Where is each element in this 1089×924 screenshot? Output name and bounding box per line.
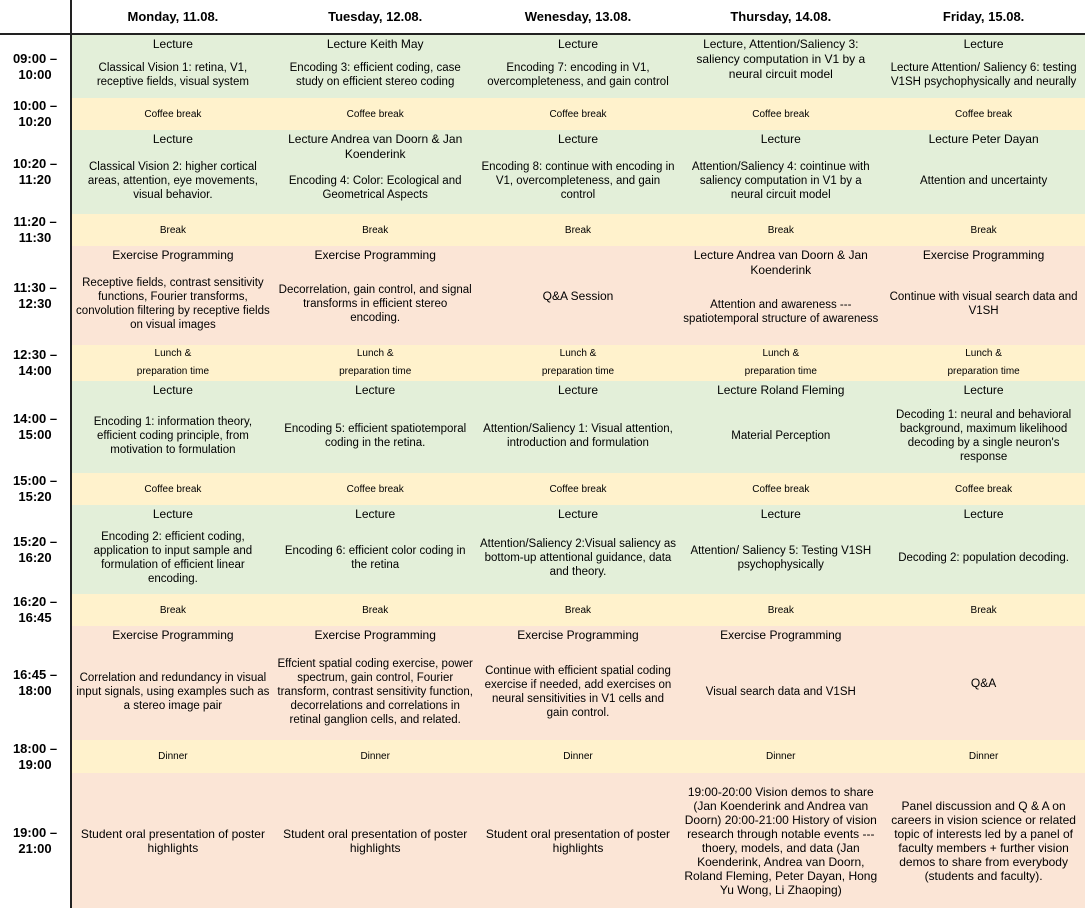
time-start: 09:00 –: [12, 50, 58, 66]
time-end: 15:00: [18, 427, 52, 442]
time-end: 14:00: [18, 363, 52, 378]
break-cell-thursday: Break: [679, 594, 882, 626]
schedule-row-r1500: [0, 473, 1085, 505]
time-start: 16:45 –: [12, 667, 58, 682]
slot-tuesday: [274, 130, 477, 214]
time-slot: [0, 740, 71, 773]
session-description: Encoding 6: efficient color coding in the retina: [284, 545, 466, 571]
session-description: Classical Vision 1: retina, V1, receptive fields, visual system: [96, 62, 249, 88]
time-end: 11:30: [18, 230, 52, 245]
lunch-label: Lunch &: [154, 348, 192, 359]
session-body: [75, 263, 271, 345]
slot-thursday: [679, 626, 882, 740]
break-cell-friday: Break: [882, 594, 1085, 626]
schedule-row-r0900: [0, 34, 1085, 98]
lunch-cell-thursday: [679, 345, 882, 381]
slot-wednesday: [477, 773, 680, 908]
session-title: Lecture Peter Dayan: [928, 132, 1039, 146]
session-body: [277, 162, 474, 214]
slot-wednesday: [477, 626, 680, 740]
session-body: [277, 263, 474, 345]
session-cell: [75, 246, 271, 345]
session-body: [277, 398, 474, 473]
time-start: 11:20 –: [13, 214, 57, 229]
session-body: [682, 643, 879, 740]
session-title: Lecture, Attention/Saliency 3: saliency computation in V1 by a neural circuit model: [696, 37, 866, 81]
session-cell: [682, 626, 879, 740]
slot-friday: [882, 505, 1085, 594]
slot-monday: [71, 505, 274, 594]
session-cell: [885, 381, 1082, 473]
slot-tuesday: [274, 626, 477, 740]
session-title: Lecture: [355, 383, 396, 397]
session-body: [682, 147, 879, 214]
lunch-sub-label: preparation time: [744, 366, 817, 377]
session-description: Panel discussion and Q & A on careers in vision science or related topic of interests led by a panel of faculty members + further vision demos to share from everybody (students and faculty).: [891, 798, 1076, 883]
break-cell-wednesday: Coffee break: [477, 473, 680, 505]
session-title: Exercise Programming: [112, 628, 234, 642]
schedule-row-r1800: [0, 740, 1085, 773]
session-cell: [277, 505, 474, 594]
header-row: [0, 0, 1085, 34]
session-description: Continue with visual search data and V1SH: [889, 291, 1078, 317]
session-body: [75, 643, 271, 740]
session-cell: [885, 130, 1082, 214]
session-title: Exercise Programming: [112, 248, 234, 262]
time-slot: [0, 381, 71, 473]
session-description: Effcient spatial coding exercise, power spectrum, gain control, Fourier transform, contrast sensitivity function, decorrelations and correlations in retinal ganglion cells, and related.: [277, 657, 473, 726]
session-description: Student oral presentation of poster highlights: [283, 826, 468, 855]
break-cell-thursday: Coffee break: [679, 98, 882, 130]
break-cell-monday: Coffee break: [71, 98, 274, 130]
lunch-sub-label: preparation time: [136, 366, 210, 377]
day-header-tuesday: Tuesday, 12.08.: [274, 0, 477, 34]
session-title: Exercise Programming: [314, 248, 436, 262]
session-cell: [885, 246, 1082, 345]
schedule-row-r1120: [0, 214, 1085, 246]
session-cell: [480, 130, 677, 214]
session-description: Encoding 2: efficient coding, application to input sample and formulation of efficient linear encoding.: [93, 531, 253, 585]
day-header-friday: Friday, 15.08.: [882, 0, 1085, 34]
break-cell-monday: Break: [71, 594, 274, 626]
lunch-cell-friday: [882, 345, 1085, 381]
time-slot: [0, 130, 71, 214]
time-slot: [0, 594, 71, 626]
break-cell-friday: Dinner: [882, 740, 1085, 773]
time-slot: [0, 345, 71, 381]
session-body: [885, 398, 1082, 473]
session-body: [885, 773, 1082, 908]
session-title: Lecture: [152, 132, 193, 146]
slot-monday: [71, 246, 274, 345]
session-cell: [885, 35, 1082, 98]
session-description: Student oral presentation of poster highlights: [80, 826, 265, 855]
session-cell: [277, 626, 474, 740]
session-body: [885, 52, 1082, 98]
session-title: Lecture: [557, 507, 598, 521]
time-end: 12:30: [18, 295, 52, 311]
time-start: 15:00 –: [12, 473, 58, 488]
lunch-label: Lunch &: [762, 348, 800, 359]
session-title: Lecture: [557, 383, 598, 397]
session-description: Correlation and redundancy in visual input signals, using examples such as a stereo image pair: [76, 671, 270, 712]
session-title: Lecture: [963, 507, 1004, 521]
session-cell: [277, 35, 474, 98]
session-description: Encoding 7: encoding in V1, overcompleteness, and gain control: [487, 62, 669, 88]
session-cell: [480, 773, 677, 908]
slot-tuesday: [274, 246, 477, 345]
session-body: [682, 773, 879, 908]
slot-tuesday: [274, 34, 477, 98]
session-body: [75, 52, 271, 98]
session-title: Exercise Programming: [922, 248, 1045, 262]
session-body: [480, 246, 677, 345]
slot-wednesday: [477, 130, 680, 214]
break-cell-tuesday: Coffee break: [274, 98, 477, 130]
time-end: 10:00: [18, 66, 52, 82]
time-slot: [0, 473, 71, 505]
session-cell: [75, 505, 271, 594]
time-end: 19:00: [18, 756, 52, 772]
slot-friday: [882, 130, 1085, 214]
session-title: Lecture: [963, 37, 1004, 51]
session-description: Encoding 5: efficient spatiotemporal coding in the retina.: [284, 422, 467, 449]
time-start: 15:20 –: [12, 533, 58, 549]
break-cell-tuesday: Break: [274, 214, 477, 246]
session-body: [480, 398, 677, 473]
time-slot: [0, 34, 71, 98]
session-cell: [75, 626, 271, 740]
session-body: [682, 522, 879, 594]
time-end: 16:45: [18, 610, 52, 625]
session-title: Exercise Programming: [720, 628, 842, 642]
slot-thursday: [679, 773, 882, 908]
time-start: 19:00 –: [12, 824, 58, 840]
session-cell: [682, 246, 879, 345]
session-body: [75, 522, 271, 594]
time-slot: [0, 98, 71, 130]
schedule-row-r1230: [0, 345, 1085, 381]
schedule-row-r1900: [0, 773, 1085, 908]
session-cell: [480, 626, 677, 740]
session-title: Lecture: [760, 132, 801, 146]
session-description: Visual search data and V1SH: [705, 685, 856, 698]
time-end: 16:20: [18, 549, 52, 565]
session-body: [682, 398, 879, 473]
slot-friday: [882, 626, 1085, 740]
break-cell-monday: Break: [71, 214, 274, 246]
slot-monday: [71, 773, 274, 908]
day-header-monday: Monday, 11.08.: [71, 0, 274, 34]
session-description: Attention/Saliency 1: Visual attention, introduction and formulation: [483, 422, 673, 449]
time-start: 18:00 –: [12, 740, 58, 756]
slot-tuesday: [274, 773, 477, 908]
lunch-label: Lunch &: [559, 348, 597, 359]
session-description: Q&A: [970, 676, 997, 690]
session-description: Material Perception: [731, 429, 831, 442]
session-body: [480, 522, 677, 594]
schedule-row-r1020: [0, 130, 1085, 214]
time-start: 12:30 –: [12, 347, 58, 362]
session-body: [277, 643, 474, 740]
session-title: Exercise Programming: [517, 628, 639, 642]
slot-wednesday: [477, 246, 680, 345]
time-slot: [0, 214, 71, 246]
session-body: [682, 278, 879, 345]
session-description: 19:00-20:00 Vision demos to share (Jan Koenderink and Andrea van Doorn) 20:00-21:00 History of vision research through notable events --- thoery, models, and data (Jan Koenderink, Andrea van Doorn, Roland Fleming, Peter Dayan, Hong Yu Wong, Li Zhaoping): [684, 784, 878, 897]
lunch-sub-label: preparation time: [339, 366, 412, 377]
session-cell: [277, 381, 474, 473]
session-cell: [480, 505, 677, 594]
session-description: Receptive fields, contrast sensitivity functions, Fourier transforms, convolution filtering by receptive fields on visual images: [76, 277, 270, 331]
session-title: Lecture Roland Fleming: [717, 383, 845, 397]
slot-thursday: [679, 246, 882, 345]
session-cell: [75, 35, 271, 98]
session-cell: [682, 130, 879, 214]
session-cell: [480, 246, 677, 345]
lunch-cell-tuesday: [274, 345, 477, 381]
slot-monday: [71, 626, 274, 740]
slot-thursday: [679, 505, 882, 594]
schedule-row-r1645: [0, 626, 1085, 740]
break-cell-friday: Coffee break: [882, 98, 1085, 130]
session-description: Attention/ Saliency 5: Testing V1SH psychophysically: [690, 545, 872, 571]
session-cell: [480, 381, 677, 473]
slot-thursday: [679, 381, 882, 473]
session-description: Attention and awareness --- spatiotemporal structure of awareness: [683, 298, 879, 325]
session-body: [480, 643, 677, 740]
slot-wednesday: [477, 505, 680, 594]
session-description: Lecture Attention/ Saliency 6: testing V1SH psychophysically and neurally: [890, 62, 1077, 88]
session-description: Student oral presentation of poster highlights: [485, 826, 671, 855]
session-body: [480, 147, 677, 214]
time-end: 18:00: [18, 683, 52, 698]
slot-monday: [71, 381, 274, 473]
session-description: Attention/Saliency 4: cointinue with saliency computation in V1 by a neural circuit model: [691, 160, 870, 201]
time-end: 15:20: [18, 489, 52, 504]
session-body: [75, 773, 271, 908]
slot-tuesday: [274, 505, 477, 594]
session-cell: [885, 773, 1082, 908]
lunch-sub-label: preparation time: [947, 366, 1020, 377]
session-cell: [277, 773, 474, 908]
slot-thursday: [679, 130, 882, 214]
session-description: Continue with efficient spatial coding exercise if needed, add exercises on neural sensitivities in V1 cells and gain control.: [484, 664, 672, 719]
slot-monday: [71, 34, 274, 98]
slot-friday: [882, 34, 1085, 98]
session-cell: [682, 381, 879, 473]
lunch-label: Lunch &: [965, 348, 1002, 359]
session-title: Lecture: [152, 37, 193, 51]
session-cell: [75, 381, 271, 473]
session-description: Q&A Session: [542, 288, 614, 303]
session-body: [277, 52, 474, 98]
day-header-thursday: Thursday, 14.08.: [679, 0, 882, 34]
lunch-cell-wednesday: [477, 345, 680, 381]
session-body: [885, 626, 1082, 740]
slot-friday: [882, 246, 1085, 345]
session-cell: [75, 773, 271, 908]
session-cell: [682, 505, 879, 594]
session-description: Decoding 2: population decoding.: [898, 552, 1069, 564]
break-cell-wednesday: Coffee break: [477, 98, 680, 130]
slot-wednesday: [477, 381, 680, 473]
session-description: Classical Vision 2: higher cortical areas, attention, eye movements, visual behavior.: [87, 160, 258, 201]
session-cell: [277, 246, 474, 345]
session-title: Lecture: [557, 37, 598, 51]
session-body: [277, 522, 474, 594]
break-cell-wednesday: Dinner: [477, 740, 680, 773]
session-cell: [885, 505, 1082, 594]
session-description: Encoding 8: continue with encoding in V1, overcompleteness, and gain control: [481, 160, 675, 201]
session-description: Encoding 4: Color: Ecological and Geometrical Aspects: [288, 175, 462, 201]
time-end: 10:20: [18, 114, 52, 129]
session-title: Lecture Andrea van Doorn & Jan Koenderink: [288, 132, 463, 161]
time-slot: [0, 626, 71, 740]
session-title: Lecture: [760, 507, 801, 521]
session-title: Lecture Andrea van Doorn & Jan Koenderink: [693, 248, 868, 277]
break-cell-monday: Coffee break: [71, 473, 274, 505]
session-cell: [885, 626, 1082, 740]
session-title: Lecture: [963, 383, 1004, 397]
time-start: 16:20 –: [12, 594, 58, 609]
session-title: Lecture: [355, 507, 396, 521]
break-cell-tuesday: Break: [274, 594, 477, 626]
break-cell-thursday: Dinner: [679, 740, 882, 773]
break-cell-thursday: Coffee break: [679, 473, 882, 505]
break-cell-wednesday: Break: [477, 214, 680, 246]
schedule-row-r1130: [0, 246, 1085, 345]
lunch-cell-monday: [71, 345, 274, 381]
session-title: Lecture Keith May: [326, 37, 424, 51]
break-cell-thursday: Break: [679, 214, 882, 246]
session-description: Encoding 3: efficient coding, case study on efficient stereo coding: [289, 62, 461, 88]
session-body: [885, 522, 1082, 594]
session-body: [480, 773, 677, 908]
schedule-row-r1620: [0, 594, 1085, 626]
session-title: Lecture: [152, 383, 193, 397]
break-cell-monday: Dinner: [71, 740, 274, 773]
break-cell-tuesday: Dinner: [274, 740, 477, 773]
session-cell: [480, 35, 677, 98]
slot-friday: [882, 773, 1085, 908]
schedule-row-r1520: [0, 505, 1085, 594]
session-cell: [682, 773, 879, 908]
time-slot: [0, 505, 71, 594]
break-cell-tuesday: Coffee break: [274, 473, 477, 505]
time-start: 14:00 –: [12, 411, 58, 426]
time-start: 10:20 –: [12, 156, 58, 171]
session-description: Attention/Saliency 2:Visual saliency as bottom-up attentional guidance, data and theory.: [479, 538, 677, 578]
session-body: [480, 52, 677, 98]
lunch-sub-label: preparation time: [541, 366, 615, 377]
day-header-wednesday: Wenesday, 13.08.: [477, 0, 680, 34]
session-body: [885, 147, 1082, 214]
break-cell-wednesday: Break: [477, 594, 680, 626]
time-end: 11:20: [18, 172, 52, 187]
time-start: 11:30 –: [13, 279, 57, 295]
session-cell: [75, 130, 271, 214]
time-slot: [0, 773, 71, 908]
session-title: Exercise Programming: [314, 628, 436, 642]
break-cell-friday: Coffee break: [882, 473, 1085, 505]
session-description: Attention and uncertainty: [919, 174, 1048, 187]
slot-friday: [882, 381, 1085, 473]
session-body: [75, 147, 271, 214]
slot-thursday: [679, 34, 882, 98]
slot-tuesday: [274, 381, 477, 473]
session-description: Encoding 1: information theory, efficient coding principle, from motivation to formulation: [93, 415, 253, 456]
time-end: 21:00: [18, 840, 52, 856]
session-body: [885, 263, 1082, 345]
session-title: Lecture: [557, 132, 598, 146]
schedule-row-r1000: [0, 98, 1085, 130]
lunch-label: Lunch &: [356, 348, 394, 359]
session-title: Lecture: [152, 507, 193, 521]
session-body: [277, 773, 474, 908]
corner-cell: [0, 0, 71, 34]
session-body: [75, 398, 271, 473]
schedule-row-r1400: [0, 381, 1085, 473]
session-cell: [682, 35, 879, 98]
slot-wednesday: [477, 34, 680, 98]
session-cell: [277, 130, 474, 214]
time-start: 10:00 –: [12, 98, 58, 113]
break-cell-friday: Break: [882, 214, 1085, 246]
slot-monday: [71, 130, 274, 214]
session-description: Decorrelation, gain control, and signal transforms in efficient stereo encoding.: [278, 284, 472, 324]
session-description: Decoding 1: neural and behavioral background, maximum likelihood decoding by a single neuron's response: [896, 408, 1072, 463]
time-slot: [0, 246, 71, 345]
